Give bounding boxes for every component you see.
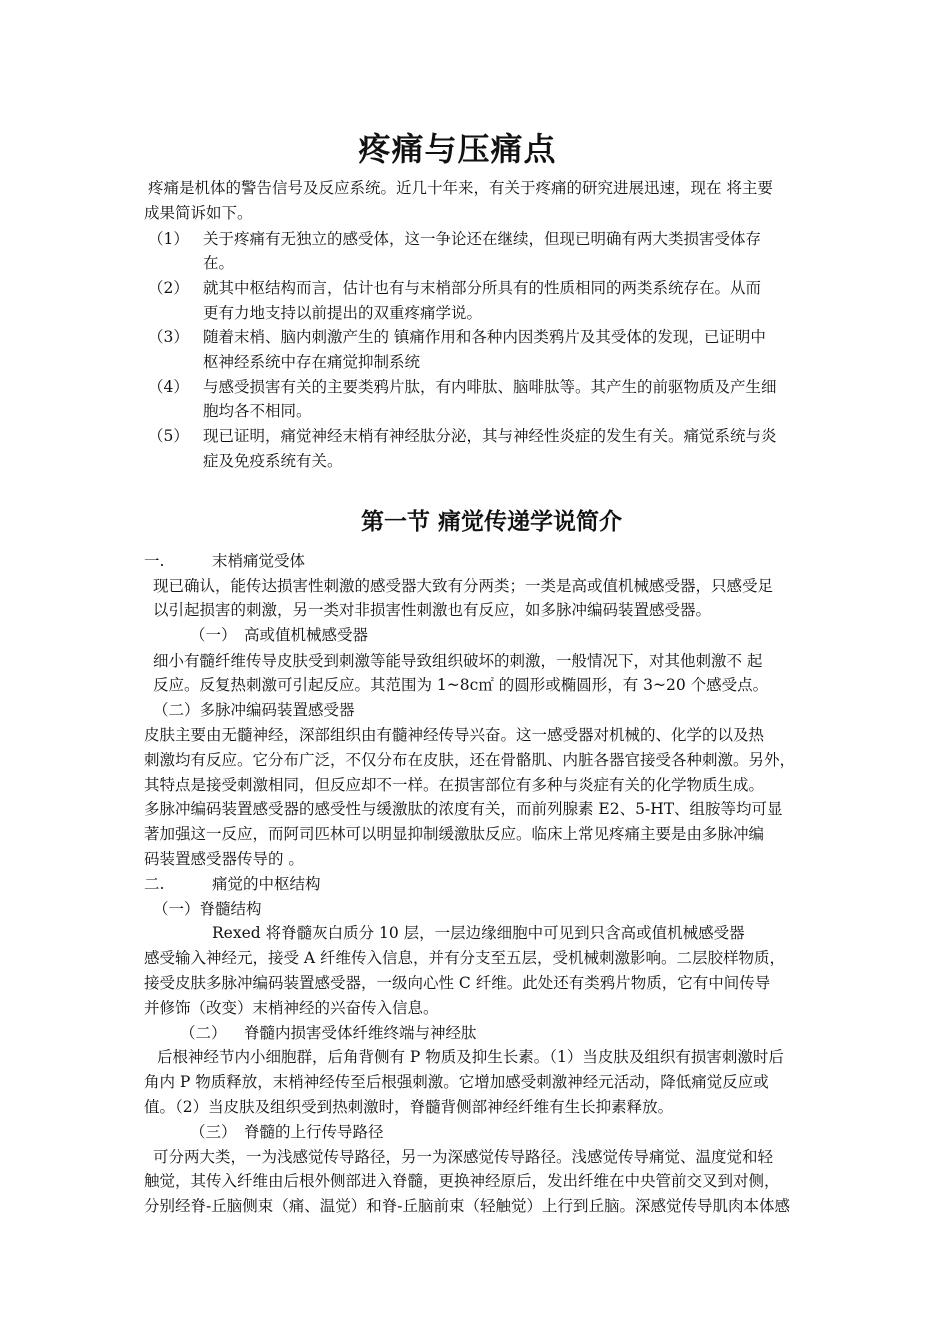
item-number: （3） (148, 328, 189, 346)
subheading: （一）脊髓结构 (153, 900, 262, 918)
paragraph-line: 皮肤主要由无髓神经，深部组织由有髓神经传导兴奋。这一感受器对机械的、化学的以及热 (144, 726, 765, 744)
section-title: 第一节 痛觉传递学说简介 (360, 508, 622, 535)
paragraph-line: 细小有髓纤维传导皮肤受到刺激等能导致组织破坏的刺激，一般情况下，对其他刺激不 起 (153, 652, 763, 670)
paragraph-line: 现已确认，能传达损害性刺激的感受器大致有分两类；一类是高或值机械感受器，只感受足 (153, 577, 774, 595)
subheading: （二）多脉冲编码装置感受器 (153, 701, 355, 719)
subheading: 脊髓的上行传导路径 (244, 1123, 384, 1141)
subheading: 高或值机械感受器 (244, 626, 369, 644)
heading-number: 二. (144, 875, 165, 893)
intro-line: 成果简诉如下。 (144, 204, 253, 222)
heading: 痛觉的中枢结构 (212, 875, 321, 893)
item-number: （2） (148, 279, 189, 297)
item-text: 更有力地支持以前提出的双重疼痛学说。 (203, 304, 483, 322)
heading: 末梢痛觉受体 (212, 552, 306, 570)
subheading: 脊髓内损害受体纤维终端与神经肽 (244, 1024, 477, 1042)
subheading-number: （三） (190, 1123, 237, 1141)
paragraph-line: 值。（2）当皮肤及组织受到热刺激时，脊髓背侧部神经纤维有生长抑素释放。 (144, 1098, 674, 1116)
item-number: （1） (148, 230, 189, 248)
paragraph-line: 感受输入神经元，接受 A 纤维传入信息，并有分支至五层，受机械刺激影响。二层胶样物质， (144, 949, 786, 967)
paragraph-line: 后根神经节内小细胞群，后角背侧有 P 物质及抑生长素。（1）当皮肤及组织有损害刺激时后 (157, 1048, 784, 1066)
paragraph-line: 多脉冲编码装置感受器的感受性与缓激肽的浓度有关，而前列腺素 E2、5-HT、组胺等均可显 (144, 800, 783, 818)
paragraph-line: 触觉，其传入纤维由后根外侧部进入脊髓，更换神经原后，发出纤维在中央管前交叉到对侧， (144, 1172, 780, 1190)
paragraph-line: 分别经脊-丘脑侧束（痛、温觉）和脊-丘脑前束（轻触觉）上行到丘脑。深感觉传导肌肉本体感 (144, 1197, 790, 1215)
item-number: （4） (148, 378, 189, 396)
paragraph-line: 反应。反复热刺激可引起反应。其范围为 1~8c㎡ 的圆形或椭圆形，有 3~20 个感受点。 (153, 676, 769, 694)
paragraph-line: 著加强这一反应，而阿司匹林可以明显抑制缓激肽反应。临床上常见疼痛主要是由多脉冲编 (144, 825, 765, 843)
item-text: 就其中枢结构而言，估计也有与末梢部分所具有的性质相同的两类系统存在。从而 (203, 279, 762, 297)
item-text: 枢神经系统中存在痛觉抑制系统 (203, 353, 421, 371)
item-number: （5） (148, 427, 189, 445)
item-text: 随着末梢、脑内刺激产生的 镇痛作用和各种内因类鸦片及其受体的发现，已证明中 (203, 328, 766, 346)
paragraph-line: 刺激均有反应。它分布广泛，不仅分布在皮肤，还在骨骼肌、内脏各器官接受各种刺激。另外， (144, 751, 796, 769)
item-text: 胞均各不相同。 (203, 402, 312, 420)
paragraph-line: 其特点是接受刺激相同，但反应却不一样。在损害部位有多种与炎症有关的化学物质生成。 (144, 776, 765, 794)
paragraph-line: 以引起损害的刺激，另一类对非损害性刺激也有反应，如多脉冲编码装置感受器。 (153, 601, 712, 619)
heading-number: 一. (144, 552, 165, 570)
paragraph-line: 接受皮肤多脉冲编码装置感受器，一级向心性 C 纤维。此处还有类鸦片物质，它有中间传导 (144, 974, 771, 992)
intro-line: 疼痛是机体的警告信号及反应系统。近几十年来，有关于疼痛的研究进展迅速，现在 将主要 (148, 179, 773, 197)
subheading-number: （一） (190, 626, 237, 644)
document-title: 疼痛与压痛点 (358, 130, 557, 168)
paragraph-line: 可分两大类，一为浅感觉传导路径，另一为深感觉传导路径。浅感觉传导痛觉、温度觉和轻 (153, 1148, 774, 1166)
item-text: 症及免疫系统有关。 (203, 452, 343, 470)
item-text: 现已证明，痛觉神经末梢有神经肽分泌，其与神经性炎症的发生有关。痛觉系统与炎 (203, 427, 777, 445)
item-text: 与感受损害有关的主要类鸦片肽，有内啡肽、脑啡肽等。其产生的前驱物质及产生细 (203, 378, 777, 396)
item-text: 在。 (203, 254, 235, 272)
paragraph-line: 并修饰（改变）末梢神经的兴奋传入信息。 (144, 999, 439, 1017)
paragraph-line: 角内 P 物质释放，末梢神经传至后根强刺激。它增加感受刺激神经元活动，降低痛觉反应或 (144, 1073, 769, 1091)
item-text: 关于疼痛有无独立的感受体，这一争论还在继续，但现已明确有两大类损害受体存 (203, 230, 762, 248)
subheading-number: （二） (180, 1024, 227, 1042)
paragraph-line: 码装置感受器传导的 。 (144, 850, 304, 868)
paragraph-line: Rexed 将脊髓灰白质分 10 层，一层边缘细胞中可见到只含高或值机械感受器 (212, 924, 745, 942)
